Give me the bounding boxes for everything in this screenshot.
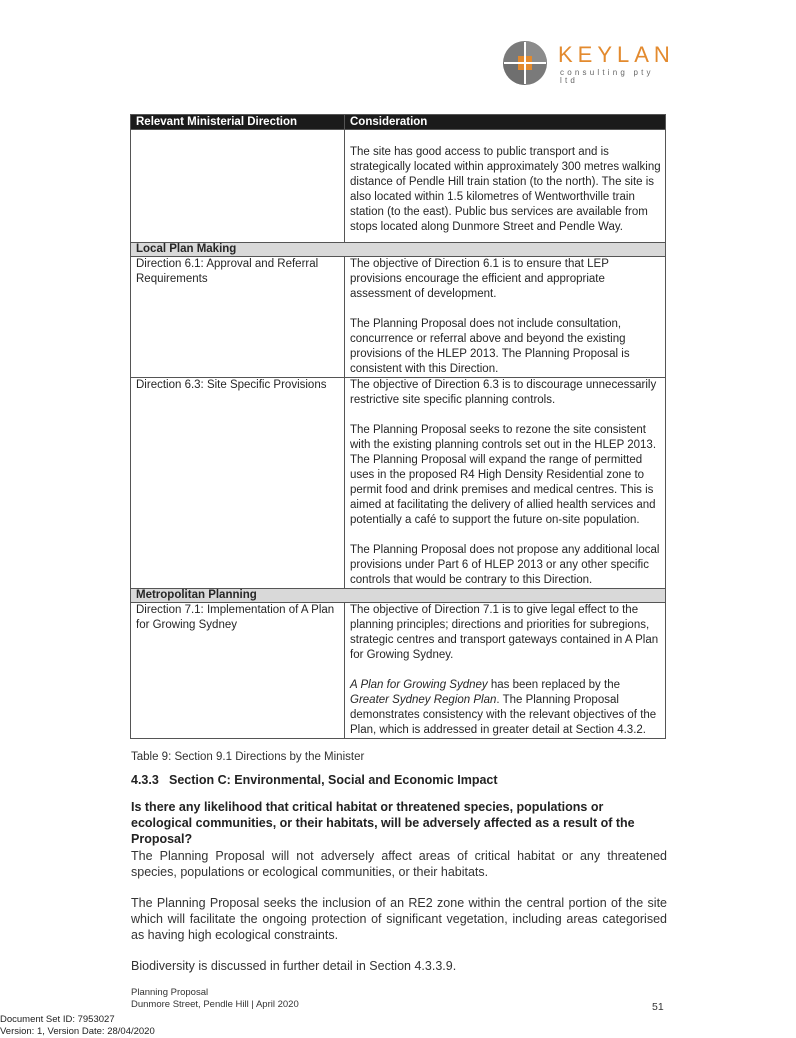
consideration-text: The Planning Proposal does not propose any additional local provisions under Part 6 of HLEP 2013 or any other specific controls that would be contrary to this Direction. xyxy=(350,544,660,586)
table-row xyxy=(131,603,666,739)
plan-title-italic: A Plan for Growing Sydney xyxy=(350,679,488,691)
logo-tagline: consulting pty ltd xyxy=(560,68,654,85)
column-header-direction: Relevant Ministerial Direction xyxy=(131,115,345,130)
consideration-text: The objective of Direction 6.1 is to ensure that LEP provisions encourage the efficient and appropriate assessment of development. xyxy=(350,258,609,300)
consideration-text: The site has good access to public transport and is strategically located within approximately 300 metres walking distance of Pendle Hill train station (to the north). The site is also located within 1.5 kilometres of Wentworthville train station (to the east). Public bus services are available from stops located along Dunmore Street and Pendle Way. xyxy=(350,146,661,233)
consideration-cell xyxy=(345,257,666,378)
table-row xyxy=(131,257,666,378)
consideration-cell xyxy=(345,378,666,589)
section-label: Metropolitan Planning xyxy=(131,589,666,603)
section-title: Section C: Environmental, Social and Economic Impact xyxy=(169,773,498,787)
body-paragraph: Biodiversity is discussed in further detail in Section 4.3.3.9. xyxy=(131,959,457,973)
table-caption: Table 9: Section 9.1 Directions by the Minister xyxy=(131,751,365,763)
section-label: Local Plan Making xyxy=(131,243,666,257)
body-paragraph: The Planning Proposal seeks the inclusion of an RE2 zone within the central portion of the site which will facilitate the ongoing protection of significant vegetation, including areas categorised as having high ecological constraints. xyxy=(131,896,667,942)
direction-cell: Direction 6.1: Approval and Referral Requirements xyxy=(131,257,345,378)
document-version: Version: 1, Version Date: 28/04/2020 xyxy=(0,1026,155,1037)
consideration-text: The Planning Proposal seeks to rezone the site consistent with the existing planning controls set out in the HLEP 2013. The Planning Proposal will expand the range of permitted uses in the proposed R4 High Density Residential zone to permit food and drink premises and medical centres. This is aimed at facilitating the delivery of allied health services and potentially a café to support the future on-site population. xyxy=(350,424,657,526)
logo-wordmark: KEYLAN xyxy=(558,42,675,67)
body-paragraph: The Planning Proposal will not adversely affect areas of critical habitat or any threatened species, populations or ecological communities, or their habitats. xyxy=(131,849,667,879)
column-header-consideration: Consideration xyxy=(345,115,666,130)
consideration-text-span: has been replaced by the xyxy=(487,679,620,691)
consideration-cell xyxy=(345,603,666,739)
direction-cell: Direction 7.1: Implementation of A Plan for Growing Sydney xyxy=(131,603,345,739)
question-heading: Is there any likelihood that critical habitat or threatened species, populations or ecological communities, or their habitats, will be adversely affected as a result of the Proposal? xyxy=(131,800,635,846)
section-row-metropolitan-planning xyxy=(131,589,666,603)
direction-cell: Direction 6.3: Site Specific Provisions xyxy=(131,378,345,589)
page-number: 51 xyxy=(652,1001,664,1013)
region-plan-title-italic: Greater Sydney Region Plan xyxy=(350,694,497,706)
direction-cell-empty xyxy=(131,130,345,243)
document-set-id: Document Set ID: 7953027 xyxy=(0,1014,115,1025)
document-set-stamp xyxy=(0,1014,155,1038)
section-number: 4.3.3 xyxy=(131,773,159,787)
page-footer xyxy=(131,987,299,1011)
footer-document-title: Planning Proposal xyxy=(131,987,209,998)
consideration-cell xyxy=(345,130,666,243)
section-row-local-plan-making xyxy=(131,243,666,257)
keylan-logo-mark-icon xyxy=(502,40,548,86)
keylan-logo xyxy=(502,40,675,90)
table-header-row xyxy=(131,115,666,130)
consideration-text xyxy=(350,678,661,738)
table-row xyxy=(131,378,666,589)
footer-location-date: Dunmore Street, Pendle Hill | April 2020 xyxy=(131,999,299,1010)
consideration-text: The Planning Proposal does not include consultation, concurrence or referral above and beyond the existing provisions of the HLEP 2013. The Planning Proposal is consistent with this Direction. xyxy=(350,318,630,375)
table-row xyxy=(131,130,666,243)
consideration-text-span: . The Planning Proposal demonstrates consistency with the relevant objectives of the Plan, which is addressed in greater detail at Section 4.3.2. xyxy=(350,694,657,736)
section-heading xyxy=(131,773,498,787)
ministerial-directions-table xyxy=(130,114,666,739)
consideration-text: The objective of Direction 6.3 is to discourage unnecessarily restrictive site specific planning controls. xyxy=(350,379,657,406)
consideration-text: The objective of Direction 7.1 is to give legal effect to the planning principles; directions and priorities for subregions, strategic centres and transport gateways contained in A Plan for Growing Sydney. xyxy=(350,604,659,661)
